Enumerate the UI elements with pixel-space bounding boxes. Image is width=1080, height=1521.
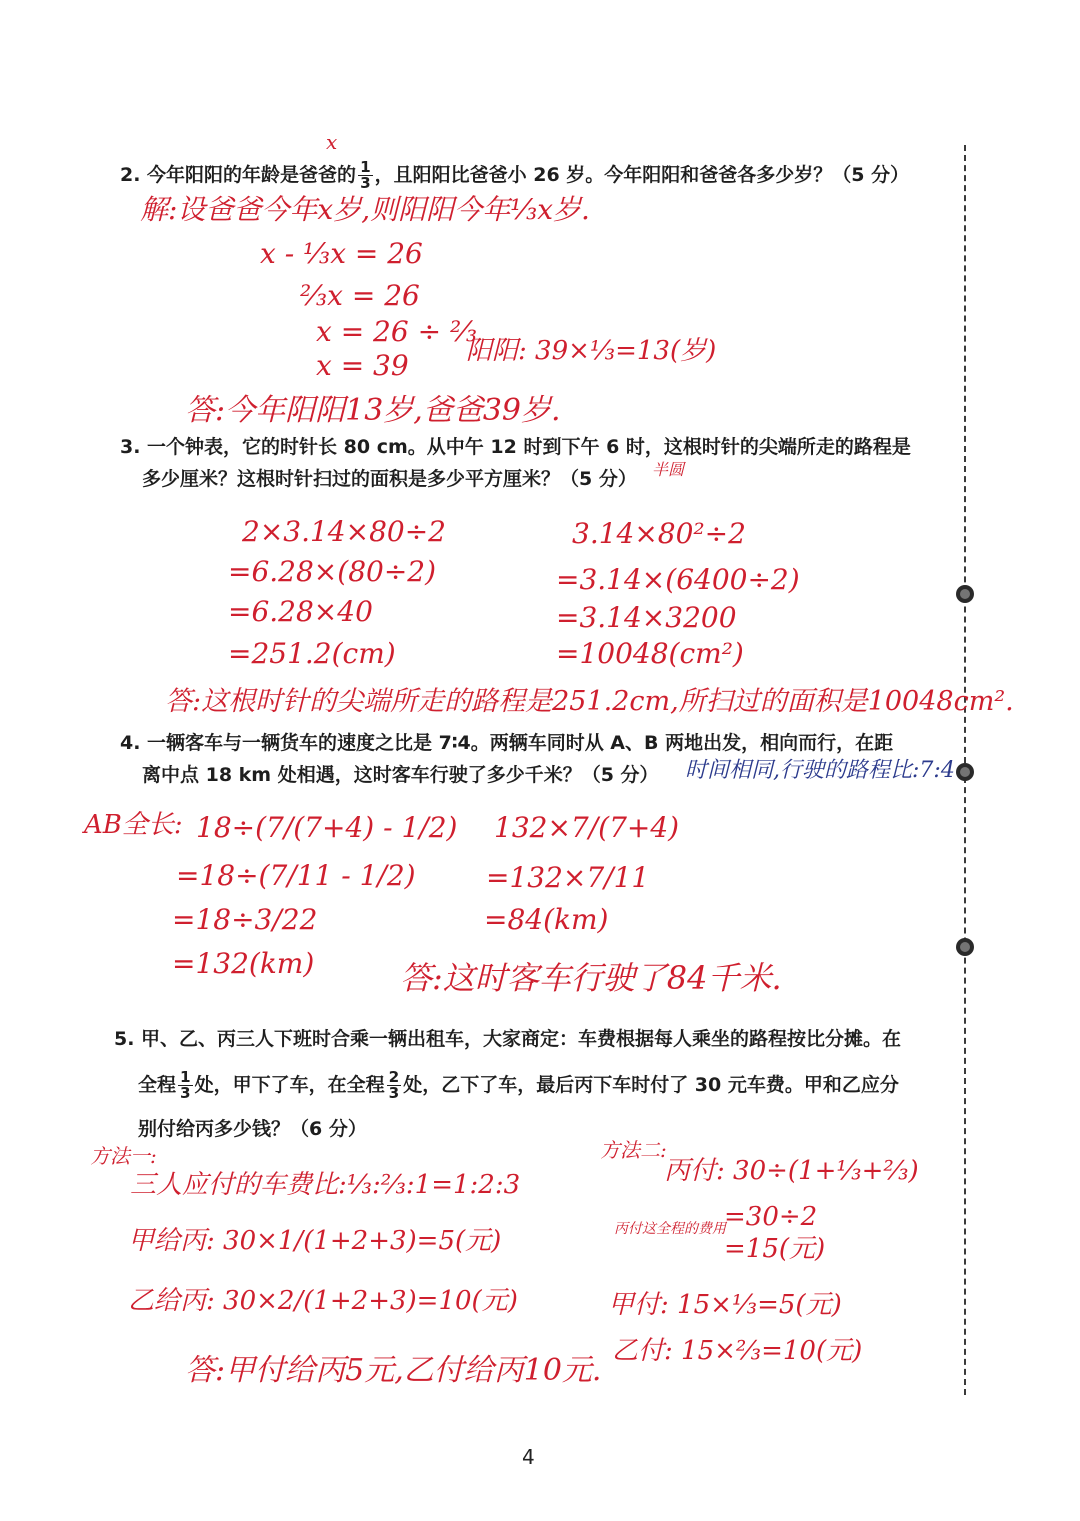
q3-right-4: =10048(cm²)	[556, 637, 744, 670]
q4-note: 时间相同,行驶的路程比:7:4	[685, 758, 955, 783]
q5-m1-answer: 答:甲付给丙5元,乙付给丙10元.	[185, 1353, 602, 1388]
q5-frac1-num: 1	[180, 1068, 191, 1086]
q4-line-1: 4. 一辆客车与一辆货车的速度之比是 7∶4。两辆车同时从 A、B 两地出发，相向而行，在距	[120, 732, 894, 754]
q5-fraction-2	[387, 1070, 402, 1101]
q2-question	[120, 160, 909, 191]
q3-answer: 答:这根时针的尖端所走的路程是251.2cm,所扫过的面积是10048cm².	[165, 686, 1014, 717]
q2-mark-x: x	[326, 130, 338, 154]
q2-step-2: ⅔x = 26	[300, 279, 420, 312]
q2-frac-den: 3	[360, 174, 371, 193]
q2-text-a: 2. 今年阳阳的年龄是爸爸的	[120, 164, 357, 187]
q5-frac2-den: 3	[388, 1084, 400, 1103]
binding-hole	[956, 938, 974, 956]
q4-left-2: =18÷(7/11 - 1/2)	[176, 859, 416, 892]
q5-m1-line-3: 乙给丙: 30×2/(1+2+3)=10(元)	[128, 1286, 518, 1316]
q5-fraction-1	[178, 1070, 193, 1101]
q4-answer: 答:这时客车行驶了84千米.	[400, 959, 782, 997]
q3-left-1: 2×3.14×80÷2	[242, 515, 446, 548]
q2-step-1: x - ⅓x = 26	[260, 237, 423, 270]
q5-line-2a: 全程	[138, 1074, 177, 1097]
q2-frac-num: 1	[360, 158, 371, 176]
q5-m1-label: 方法一:	[90, 1144, 157, 1168]
q2-answer: 答:今年阳阳13岁,爸爸39岁.	[185, 393, 561, 428]
q3-line-2: 多少厘米？这根时针扫过的面积是多少平方厘米？（5 分）	[142, 468, 637, 490]
q2-step-3: x = 26 ÷ ⅔	[316, 315, 478, 348]
q5-m2-line-3: =15(元)	[724, 1234, 826, 1264]
q2-text-b: ，且阳阳比爸爸小 26 岁。今年阳阳和爸爸各多少岁？（5 分）	[374, 164, 910, 187]
q3-right-2: =3.14×(6400÷2)	[556, 563, 800, 596]
q5-m2-line-5: 乙付: 15×⅔=10(元)	[612, 1336, 863, 1366]
q5-m2-note: 丙付这全程的费用	[614, 1221, 726, 1237]
q4-right-1: 132×7/(7+4)	[494, 811, 680, 844]
binding-hole	[956, 763, 974, 781]
q3-left-3: =6.28×40	[228, 595, 373, 628]
q5-m2-line-2: =30÷2	[724, 1202, 818, 1232]
q5-frac1-den: 3	[180, 1084, 191, 1103]
q5-line-2b: 处，甲下了车，在全程	[194, 1074, 385, 1097]
q4-right-2: =132×7/11	[486, 861, 650, 894]
q5-m2-line-4: 甲付: 15×⅓=5(元)	[608, 1290, 842, 1320]
q4-right-3: =84(km)	[484, 903, 609, 936]
q2-fraction	[358, 160, 373, 191]
q5-m1-line-2: 甲给丙: 30×1/(1+2+3)=5(元)	[128, 1226, 502, 1256]
q3-left-2: =6.28×(80÷2)	[228, 555, 437, 588]
q3-left-4: =251.2(cm)	[228, 637, 396, 670]
q5-frac2-num: 2	[388, 1068, 400, 1086]
q4-left-1: 18÷(7/(7+4) - 1/2)	[196, 811, 458, 844]
q5-m2-line-1: 丙付: 30÷(1+⅓+⅔)	[664, 1156, 919, 1186]
q4-left-4: =132(km)	[172, 947, 315, 980]
q2-step-4: x = 39	[316, 349, 409, 382]
binding-hole	[956, 585, 974, 603]
q2-side-calc: 阳阳: 39×⅓=13(岁)	[466, 336, 717, 366]
q4-label: AB全长:	[84, 810, 183, 840]
q5-line-1: 5. 甲、乙、丙三人下班时合乘一辆出租车，大家商定：车费根据每人乘坐的路程按比分摊。在	[114, 1028, 902, 1050]
q5-line-2	[138, 1070, 899, 1101]
q3-line-1: 3. 一个钟表，它的时针长 80 cm。从中午 12 时到下午 6 时，这根时针的尖端所走的路程是	[120, 436, 911, 458]
q5-line-2c: 处，乙下了车，最后丙下车时付了 30 元车费。甲和乙应分	[403, 1074, 899, 1097]
page-number: 4	[522, 1445, 535, 1469]
q5-m2-label: 方法二:	[600, 1138, 667, 1162]
q5-m1-line-1: 三人应付的车费比:⅓:⅔:1=1:2:3	[130, 1170, 521, 1200]
q4-line-2: 离中点 18 km 处相遇，这时客车行驶了多少千米？（5 分）	[142, 764, 659, 786]
q2-setup: 解:设爸爸今年x岁,则阳阳今年⅓x岁.	[140, 193, 590, 226]
q5-line-3: 别付给丙多少钱？（6 分）	[138, 1118, 367, 1140]
q3-note: 半圆	[652, 460, 685, 479]
q3-right-1: 3.14×80²÷2	[572, 517, 746, 550]
q3-right-3: =3.14×3200	[556, 601, 737, 634]
q4-left-3: =18÷3/22	[172, 903, 318, 936]
